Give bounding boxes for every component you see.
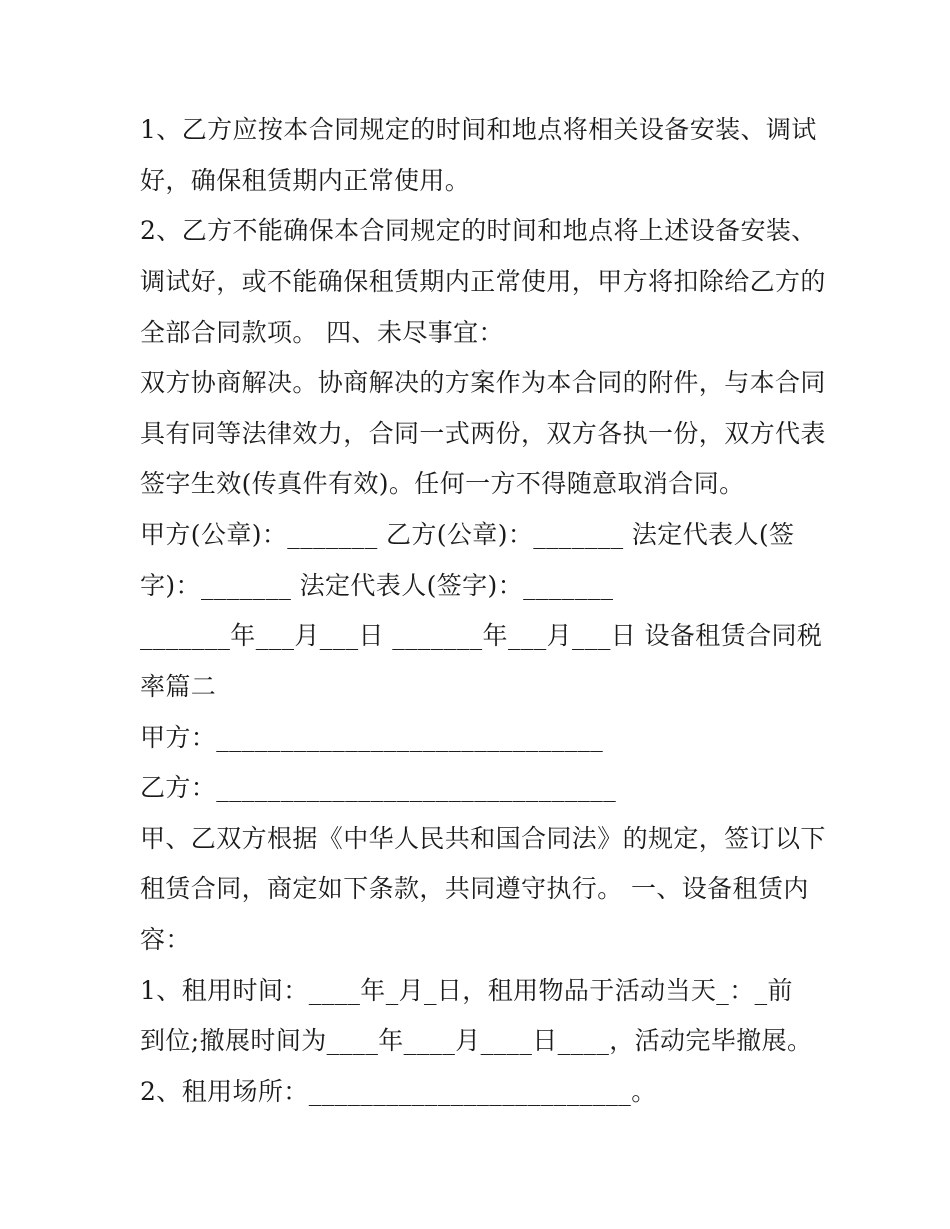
text-line: 乙方：_______________________________ [140, 773, 617, 802]
text-line: 全部合同款项。 四、未尽事宜： [140, 318, 504, 347]
text-line: 1、租用时间：____年_月_日，租用物品于活动当天_：_前 [140, 976, 793, 1005]
text-line: 甲、乙双方根据《中华人民共和国合同法》的规定，签订以下 [140, 824, 826, 853]
text-line: 调试好，或不能确保租赁期内正常使用，甲方将扣除给乙方的 [140, 267, 826, 296]
text-line: 具有同等法律效力，合同一式两份，双方各执一份，双方代表 [140, 419, 826, 448]
text-line: 签字生效(传真件有效)。任何一方不得随意取消合同。 [140, 469, 745, 498]
text-line: 容： [140, 925, 191, 954]
text-line: 2、租用场所：_________________________。 [140, 1077, 657, 1106]
text-line: 率篇二 [140, 672, 217, 701]
text-line: 到位;撤展时间为____年____月____日____，活动完毕撤展。 [140, 1026, 813, 1055]
text-line: 甲方(公章)：_______ 乙方(公章)：_______ 法定代表人(签 [140, 520, 795, 549]
text-line: 2、乙方不能确保本合同规定的时间和地点将上述设备安装、 [140, 216, 817, 245]
text-line: 双方协商解决。协商解决的方案作为本合同的附件，与本合同 [140, 368, 826, 397]
text-line: 字)：_______ 法定代表人(签字)：_______ [140, 571, 614, 600]
text-line: 租赁合同，商定如下条款，共同遵守执行。 一、设备租赁内 [140, 874, 809, 903]
text-line: 甲方：______________________________ [140, 723, 604, 752]
text-line: 好，确保租赁期内正常使用。 [140, 166, 471, 195]
text-line: _______年___月___日 _______年___月___日 设备租赁合同税 [140, 621, 823, 650]
text-line: 1、乙方应按本合同规定的时间和地点将相关设备安装、调试 [140, 115, 817, 144]
